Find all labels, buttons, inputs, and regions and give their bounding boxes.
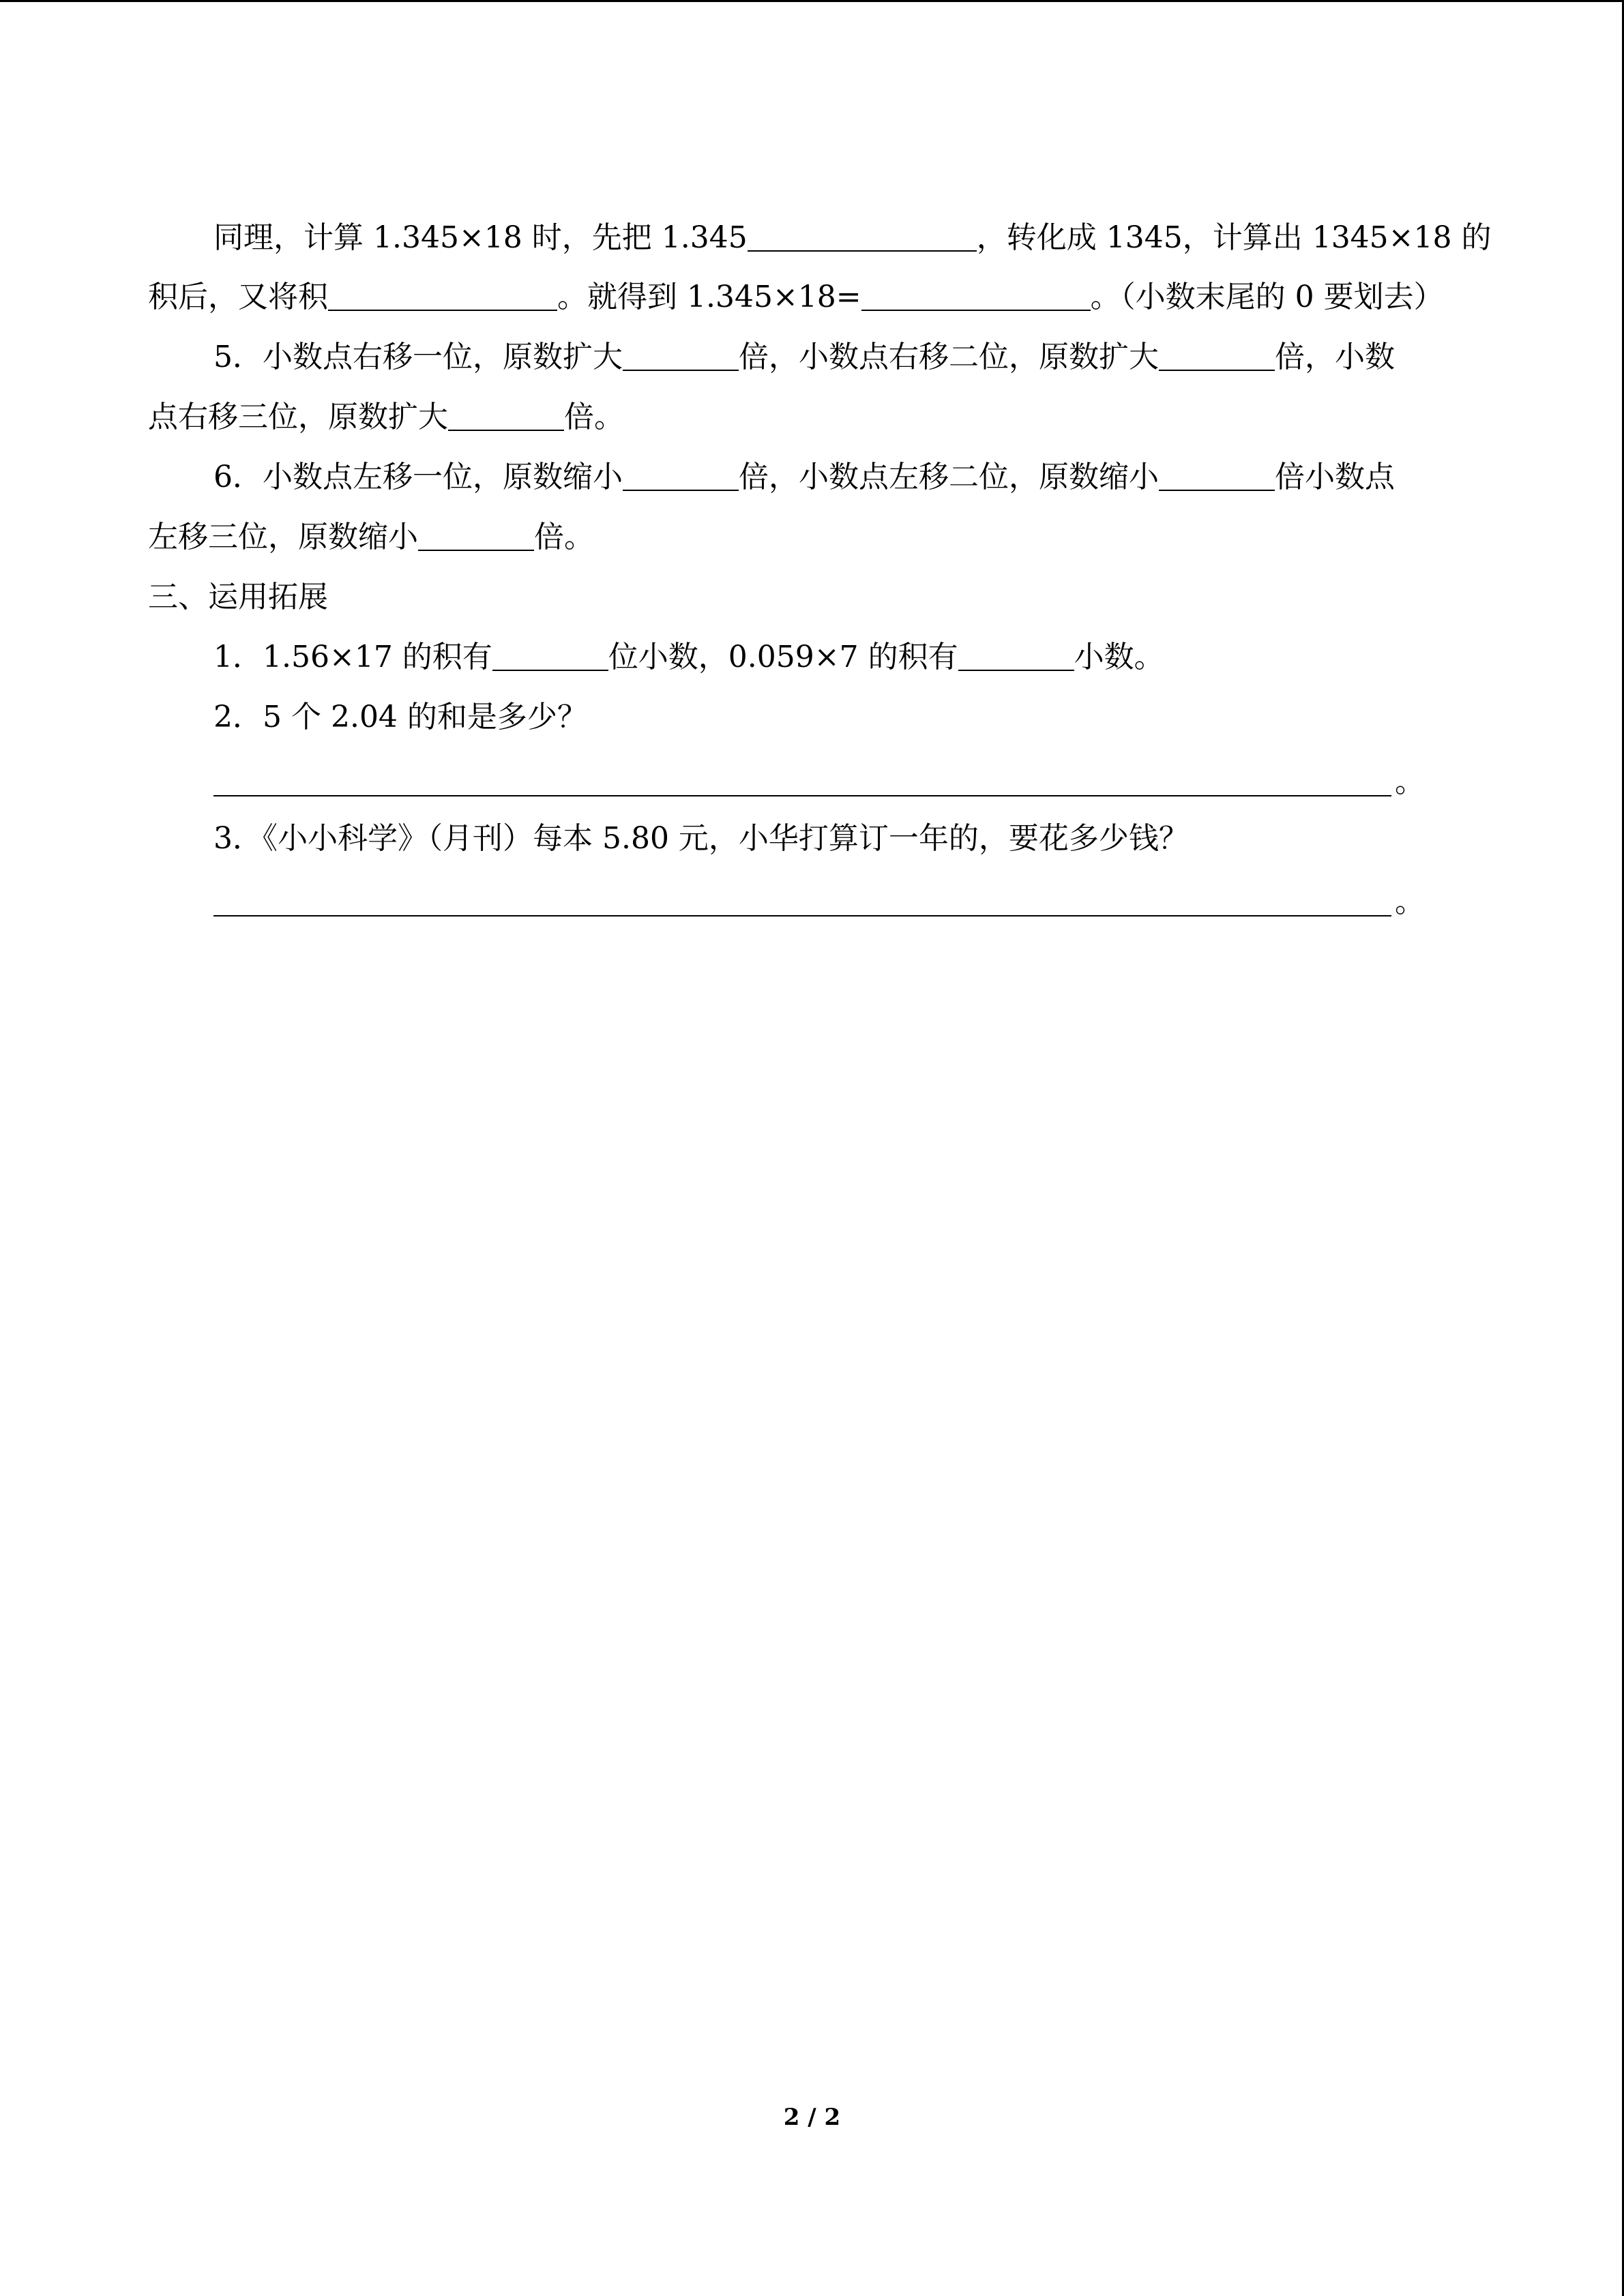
- fill-blank[interactable]: [328, 280, 557, 311]
- question-text: 位小数，0.059×7 的积有: [608, 640, 958, 674]
- fill-blank[interactable]: [1159, 460, 1275, 491]
- question-text: 倍。: [534, 520, 594, 554]
- question-text: 1．1.56×17 的积有: [213, 640, 492, 674]
- question-text: 倍，小数点左移二位，原数缩小: [739, 460, 1159, 494]
- page-number: 2 / 2: [783, 2104, 841, 2131]
- fill-blank[interactable]: [448, 400, 564, 431]
- question-text: 倍小数点: [1275, 460, 1395, 494]
- answer-line[interactable]: [213, 915, 1391, 916]
- question-5-line-2: [148, 397, 624, 438]
- fill-blank[interactable]: [958, 640, 1074, 671]
- fill-blank[interactable]: [748, 220, 977, 252]
- answer-end-mark: 。: [1395, 884, 1425, 919]
- fill-blank[interactable]: [623, 460, 739, 491]
- question-text: 倍，小数: [1275, 340, 1395, 374]
- question-text: 6．小数点左移一位，原数缩小: [213, 460, 623, 494]
- question-6-line-1: [213, 457, 1395, 498]
- answer-line[interactable]: [213, 795, 1391, 796]
- question-text: 倍。: [564, 400, 624, 434]
- fill-blank[interactable]: [861, 280, 1091, 311]
- fill-blank[interactable]: [418, 520, 534, 551]
- question-6-line-2: [148, 517, 594, 558]
- section-3-question-2: 2．5 个 2.04 的和是多少？: [213, 700, 587, 734]
- question-text: 左移三位，原数缩小: [148, 520, 418, 554]
- question-text: 5．小数点右移一位，原数扩大: [213, 340, 623, 374]
- fill-blank[interactable]: [623, 340, 739, 371]
- fill-blank[interactable]: [492, 640, 608, 671]
- answer-end-mark: 。: [1395, 764, 1425, 799]
- paragraph-text: 。（小数末尾的 0 要划去）: [1090, 280, 1444, 314]
- paragraph-line-2: [148, 277, 1444, 318]
- section-3-question-1: [213, 637, 1164, 678]
- section-heading: 三、运用拓展: [148, 580, 328, 614]
- paragraph-line-1: [213, 218, 1492, 258]
- question-text: 点右移三位，原数扩大: [148, 400, 448, 434]
- question-text: 小数。: [1074, 640, 1164, 674]
- paragraph-text: ，转化成 1345，计算出 1345×18 的: [976, 220, 1492, 255]
- fill-blank[interactable]: [1159, 340, 1275, 371]
- question-text: 倍，小数点右移二位，原数扩大: [739, 340, 1159, 374]
- paragraph-text: 。就得到 1.345×18=: [557, 280, 861, 314]
- paragraph-text: 同理，计算 1.345×18 时，先把 1.345: [213, 220, 748, 255]
- question-5-line-1: [213, 337, 1395, 378]
- paragraph-text: 积后，又将积: [148, 280, 328, 314]
- section-3-question-3: 3．《小小科学》（月刊）每本 5.80 元，小华打算订一年的，要花多少钱？: [213, 821, 1189, 856]
